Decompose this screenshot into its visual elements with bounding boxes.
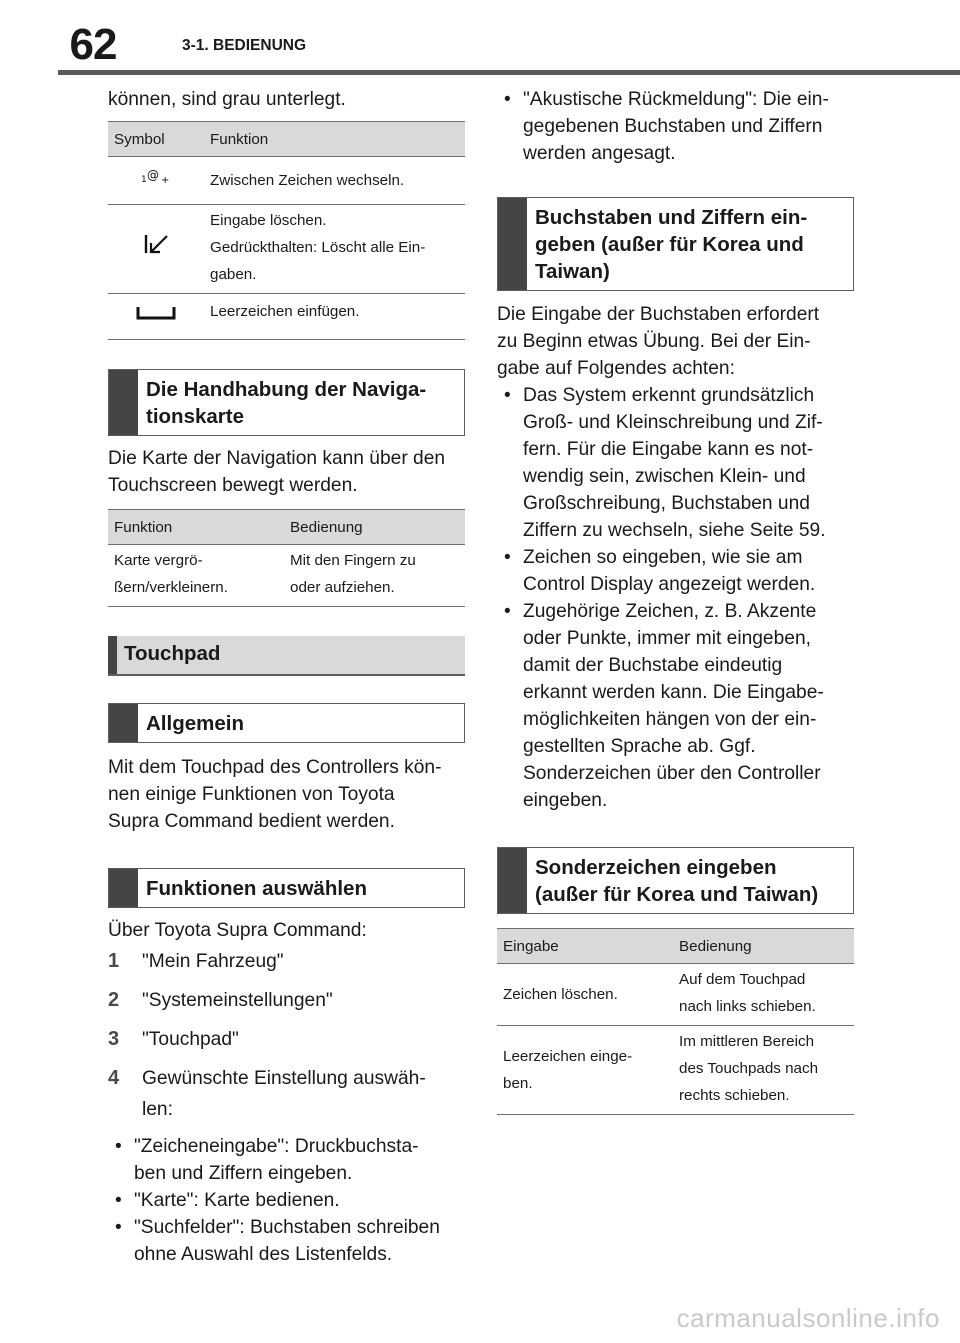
left-column	[108, 86, 465, 1268]
table-cell: Auf dem Touchpad nach links schieben.	[673, 964, 854, 1026]
table-cell: Leerzeichen einfügen.	[204, 294, 465, 340]
special-chars-table	[497, 928, 854, 1115]
table-header: Eingabe	[497, 929, 673, 964]
list-item: • Das System erkennt grundsätzlich Groß- und Kleinschreibung und Zif- fern. Für die Eingabe kann es not- wendig sein, zwischen Klein- und Großschreibung, Buchstaben und Ziffern zu wechseln, siehe Seite 59.	[504, 385, 826, 541]
table-row	[108, 545, 465, 607]
letters-heading: Buchstaben und Ziffern ein- geben (außer für Korea und Taiwan)	[497, 197, 854, 291]
intro-text: können, sind grau unterlegt.	[108, 89, 346, 110]
section-title: 3-1. BEDIENUNG	[182, 37, 307, 54]
list-item: • Zugehörige Zeichen, z. B. Akzente oder Punkte, immer mit eingeben, damit der Buchstabe eindeutig erkannt werden kann. Die Eingabe- möglichkeiten hängen von der ein- gestellten Sprache ab. Ggf. Sonderzeichen über den Controller eingeben.	[504, 601, 824, 811]
header-rule	[58, 70, 960, 75]
switch-characters-icon	[141, 167, 171, 189]
table-cell: Zeichen löschen.	[497, 964, 673, 1026]
table-row	[497, 964, 854, 1026]
right-column	[497, 86, 854, 1115]
table-cell: Mit den Fingern zu oder aufziehen.	[284, 545, 465, 607]
table-row	[108, 205, 465, 294]
list-item: • "Suchfelder": Buchstaben schreiben ohne Auswahl des Listenfelds.	[115, 1217, 440, 1265]
letters-bullets	[497, 382, 854, 814]
table-row	[108, 294, 465, 340]
table-cell: Zwischen Zeichen wechseln.	[204, 157, 465, 205]
svg-text:@: @	[147, 167, 159, 182]
svg-text:+: +	[161, 174, 170, 185]
list-item: 4 Gewünschte Einstellung auswäh- len:	[108, 1067, 426, 1120]
symbol-table	[108, 121, 465, 340]
table-cell: Eingabe löschen. Gedrückthalten: Löscht alle Ein- gaben.	[204, 205, 465, 294]
table-cell: Im mittleren Bereich des Touchpads nach rechts schieben.	[673, 1026, 854, 1115]
list-item: 3 "Touchpad"	[108, 1028, 239, 1050]
table-cell: Karte vergrö- ßern/verkleinern.	[108, 545, 284, 607]
table-cell: Leerzeichen einge- ben.	[497, 1026, 673, 1115]
list-item: • "Akustische Rückmeldung": Die ein- gegebenen Buchstaben und Ziffern werden angesagt.	[504, 89, 829, 164]
list-item: 1 "Mein Fahrzeug"	[108, 950, 284, 972]
svg-text:1: 1	[141, 174, 147, 185]
space-bar-icon	[136, 308, 176, 325]
list-item: • "Zeicheneingabe": Druckbuchsta- ben und Ziffern eingeben.	[115, 1136, 419, 1184]
table-header: Funktion	[108, 510, 284, 545]
allgemein-text: Mit dem Touchpad des Controllers kön- nen einige Funktionen von Toyota Supra Command bedient werden.	[108, 757, 442, 832]
watermark: carmanualsonline.info	[676, 1303, 940, 1333]
nav-table	[108, 509, 465, 607]
steps-list	[108, 948, 465, 1123]
delete-input-icon	[143, 242, 169, 259]
table-row	[108, 157, 465, 205]
table-header: Symbol	[108, 122, 204, 157]
funktionen-intro: Über Toyota Supra Command:	[108, 920, 367, 941]
list-item: • Zeichen so eingeben, wie sie am Control Display angezeigt werden.	[504, 547, 816, 595]
table-row	[497, 1026, 854, 1115]
funktionen-heading: Funktionen auswählen	[108, 868, 465, 908]
table-header: Funktion	[204, 122, 465, 157]
bullet-list	[108, 1133, 465, 1268]
page-number: 62	[69, 20, 117, 69]
nav-map-text: Die Karte der Navigation kann über den Touchscreen bewegt werden.	[108, 448, 446, 496]
list-item: 2 "Systemeinstellungen"	[108, 989, 333, 1011]
table-header: Bedienung	[673, 929, 854, 964]
list-item: • "Karte": Karte bedienen.	[115, 1190, 340, 1211]
allgemein-heading: Allgemein	[108, 703, 465, 743]
special-chars-heading: Sonderzeichen eingeben (außer für Korea und Taiwan)	[497, 847, 854, 914]
table-header: Bedienung	[284, 510, 465, 545]
touchpad-heading: Touchpad	[108, 636, 465, 676]
letters-text: Die Eingabe der Buchstaben erfordert zu Beginn etwas Übung. Bei der Ein- gabe auf Folgendes achten:	[497, 304, 820, 379]
nav-map-heading: Die Handhabung der Naviga- tionskarte	[108, 369, 465, 436]
